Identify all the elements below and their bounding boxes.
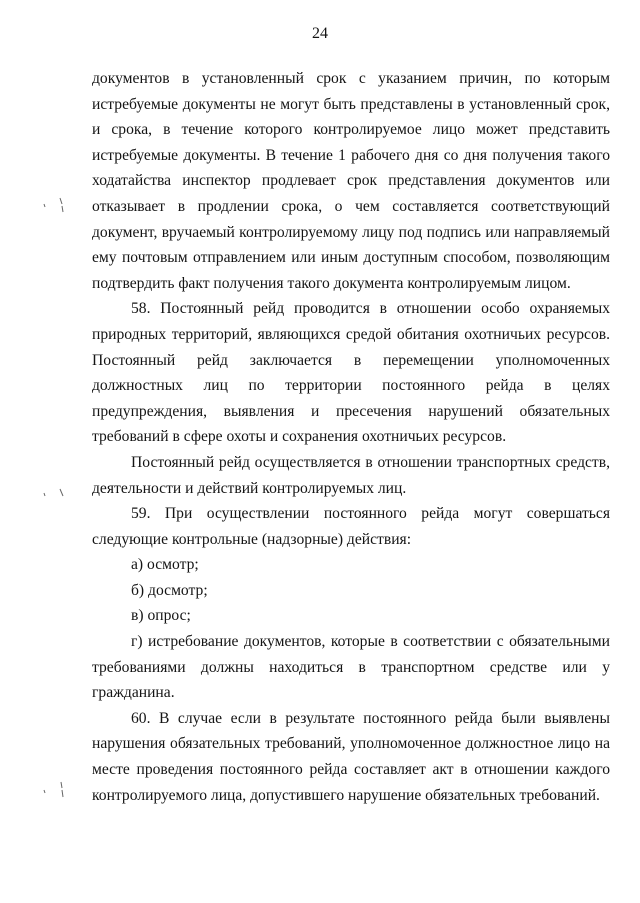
list-item-documents-request: г) истребование документов, которые в соответствии с обязательными требованиями должны находиться в транспортном средстве или у гражданина.	[92, 633, 610, 702]
paragraph-60: 60. В случае если в результате постоянного рейда были выявлены нарушения обязательных требований, уполномоченное должностное лицо на месте проведения постоянного рейда составляет акт в отношении каждого контролируемого лица, допустившего нарушение обязательных требований.	[92, 709, 610, 804]
page-number: 24	[312, 25, 328, 42]
paragraph-59: 59. При осуществлении постоянного рейда могут совершаться следующие контрольные (надзорные) действия:	[92, 505, 610, 548]
scan-mark	[40, 780, 64, 804]
document-body	[92, 66, 610, 808]
list-item-inspection: а) осмотр;	[131, 556, 199, 574]
paragraph-continuation: документов в установленный срок с указанием причин, по которым истребуемые документы не могут быть представлены в установленный срок, и срока, в течение которого контролируемое лицо может представить истребуемые документы. В течение 1 рабочего дня со дня получения такого ходатайства инспектор продлевает срок представления документов или отказывает в продлении срока, о чем составляется соответствующий документ, вручаемый контролируемому лицу под подпись или направляемый ему почтовым отправлением или иным доступным способом, позволяющим подтвердить факт получения такого документа контролируемым лицом.	[92, 70, 610, 292]
list-item-search: б) досмотр;	[131, 581, 208, 599]
list-item-questioning: в) опрос;	[131, 607, 191, 625]
paragraph-58: 58. Постоянный рейд проводится в отношении особо охраняемых природных территорий, являющихся средой обитания охотничьих ресурсов. Постоянный рейд заключается в перемещении уполномоченных должностных лиц по территории постоянного рейда в целях предупреждения, выявления и пресечения нарушений обязательных требований в сфере охоты и сохранения охотничьих ресурсов.	[92, 300, 610, 446]
scan-mark	[40, 196, 64, 220]
scan-mark	[40, 487, 64, 511]
paragraph-58-continued: Постоянный рейд осуществляется в отношении транспортных средств, деятельности и действий контролируемых лиц.	[92, 453, 610, 497]
